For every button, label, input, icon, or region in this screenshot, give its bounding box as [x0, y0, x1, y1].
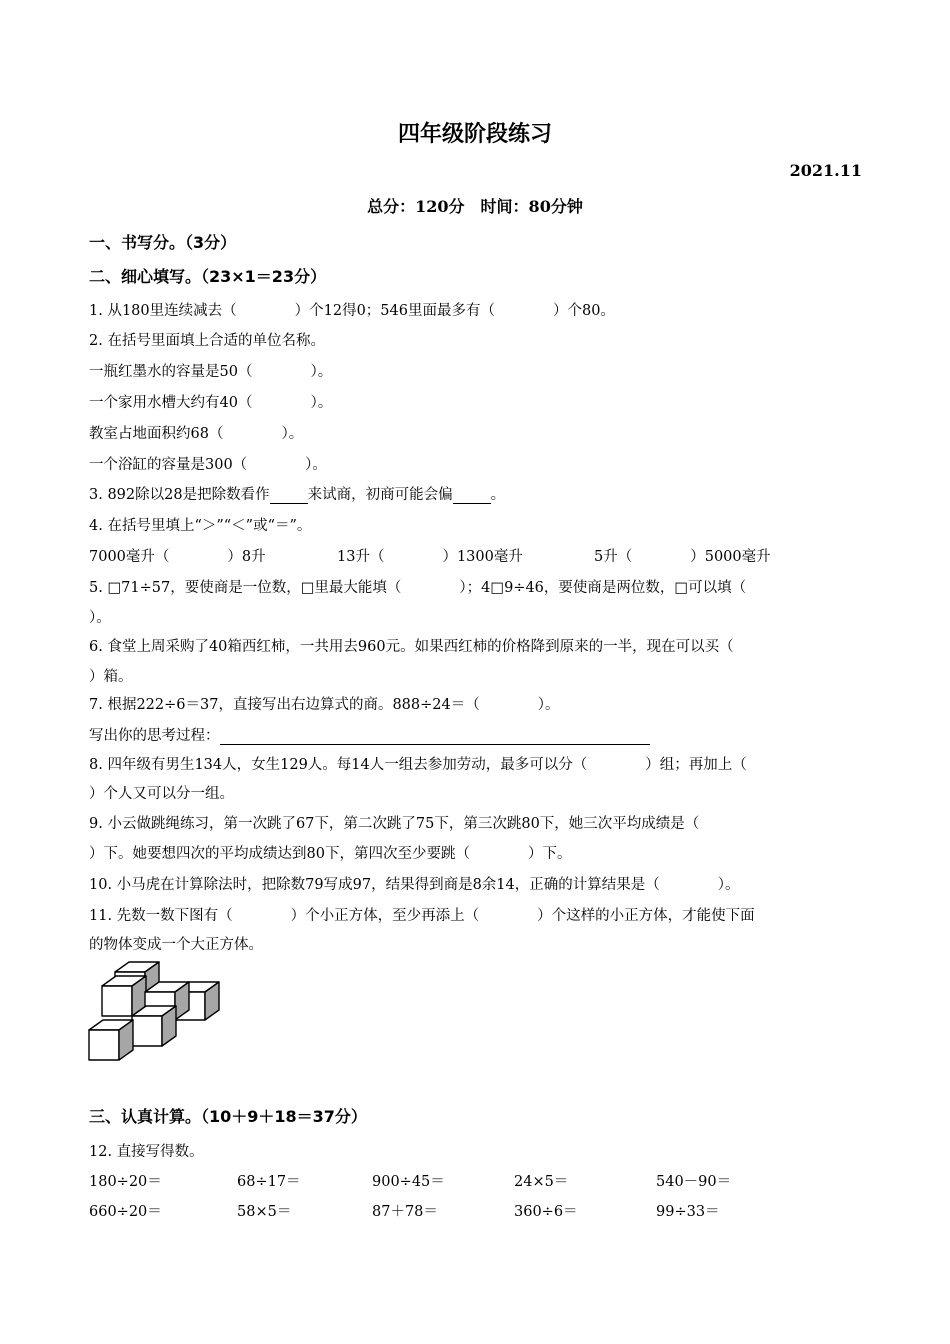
question-6: 6. 食堂上周采购了40箱西红柿，一共用去960元。如果西红柿的价格降到原来的一半，现在可以买（	[89, 639, 734, 655]
question-3	[89, 483, 505, 504]
q3-blank-2[interactable]	[453, 487, 491, 504]
q3-text-1: 3. 892除以28是把除数看作	[89, 487, 270, 503]
section-2-heading: 二、细心填写。（23×1＝23分）	[89, 267, 327, 286]
q3-blank-1[interactable]	[270, 487, 308, 504]
q3-text-2: 来试商，初商可能会偏	[307, 487, 453, 503]
exam-date: 2021.11	[789, 161, 862, 180]
question-11: 11. 先数一数下图有（ ）个小正方体，至少再添上（ ）个这样的小正方体，才能使下面	[89, 908, 755, 924]
calc-item: 99÷33＝	[656, 1204, 720, 1220]
section-3-heading: 三、认真计算。（10＋9＋18＝37分）	[89, 1107, 367, 1126]
cube-center-front	[132, 1006, 176, 1046]
calc-item: 540－90＝	[656, 1174, 732, 1190]
question-8-cont: ）个人又可以分一组。	[89, 786, 234, 802]
calc-item: 660÷20＝	[89, 1204, 162, 1220]
q7-answer-line[interactable]	[220, 728, 650, 745]
question-8: 8. 四年级有男生134人，女生129人。每14人一组去参加劳动，最多可以分（ ）组；再加上（	[89, 757, 747, 773]
question-2d: 一个浴缸的容量是300（ ）。	[89, 457, 327, 473]
question-2: 2. 在括号里面填上合适的单位名称。	[89, 333, 325, 349]
question-9: 9. 小云做跳绳练习，第一次跳了67下，第二次跳了75下，第三次跳80下，她三次平均成绩是（	[89, 816, 700, 832]
question-4b: 13升（ ）1300毫升	[337, 549, 523, 565]
question-5-cont: ）。	[89, 610, 111, 626]
cube-figure	[85, 958, 225, 1068]
question-7: 7. 根据222÷6＝37，直接写出右边算式的商。888÷24＝（ ）。	[89, 697, 560, 713]
calc-item: 68÷17＝	[237, 1174, 301, 1190]
cube-bottom-left	[89, 1020, 133, 1060]
q3-text-3: 。	[490, 487, 506, 503]
question-5: 5. □71÷57，要使商是一位数，□里最大能填（ ）；4□9÷46，要使商是两位数，□可以填（	[89, 580, 747, 596]
q7-process-label: 写出你的思考过程：	[89, 728, 220, 744]
question-11-cont: 的物体变成一个大正方体。	[89, 937, 263, 953]
question-1: 1. 从180里连续减去（ ）个12得0；546里面最多有（ ）个80。	[89, 303, 615, 319]
question-10: 10. 小马虎在计算除法时，把除数79写成97，结果得到商是8余14，正确的计算结果是（ ）。	[89, 877, 740, 893]
calc-item: 87＋78＝	[372, 1204, 438, 1220]
calc-item: 360÷6＝	[514, 1204, 578, 1220]
question-4c: 5升（ ）5000毫升	[594, 549, 771, 565]
question-4a: 7000毫升（ ）8升	[89, 549, 266, 565]
question-4: 4. 在括号里填上“＞”“＜”或“＝”。	[89, 518, 312, 534]
calc-item: 180÷20＝	[89, 1174, 162, 1190]
calc-item: 900÷45＝	[372, 1174, 445, 1190]
question-2c: 教室占地面积约68（ ）。	[89, 426, 304, 442]
page-title: 四年级阶段练习	[397, 122, 552, 147]
question-2b: 一个家用水槽大约有40（ ）。	[89, 395, 333, 411]
calc-item: 58×5＝	[237, 1204, 292, 1220]
score-time: 总分：120分 时间：80分钟	[367, 197, 583, 216]
calc-item: 24×5＝	[514, 1174, 569, 1190]
question-9-cont: ）下。她要想四次的平均成绩达到80下，第四次至少要跳（ ）下。	[89, 846, 572, 862]
question-6-cont: ）箱。	[89, 669, 133, 685]
question-12: 12. 直接写得数。	[89, 1144, 204, 1160]
question-2a: 一瓶红墨水的容量是50（ ）。	[89, 364, 333, 380]
question-7-process	[89, 724, 650, 745]
section-1-heading: 一、书写分。（3分）	[89, 233, 237, 252]
